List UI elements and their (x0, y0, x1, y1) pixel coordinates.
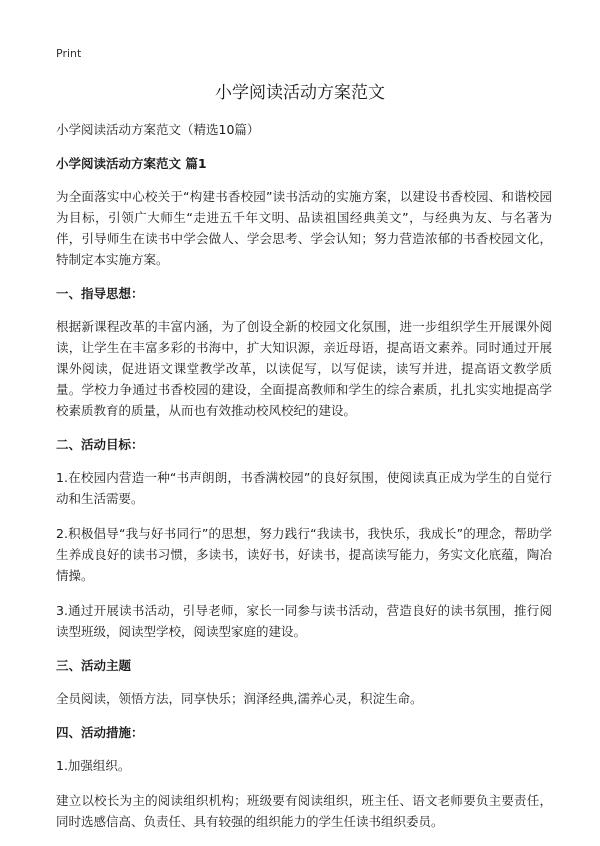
print-link[interactable]: Print (56, 47, 82, 60)
section-heading-measures: 四、活动措施： (56, 725, 144, 740)
intro-paragraph: 为全面落实中心校关于“构建书香校园”读书活动的实施方案，以建设书香校园、和谐校园为目标，引领广大师生“走进五千年文明、品读祖国经典美文”，与经典为友、与名著为伴，引导师生在读书中学会做人、学会思考、学会认知；努力营造浓郁的书香校园文化，特制定本实施方案。 (56, 189, 552, 267)
page-title: 小学阅读活动方案范文 (215, 83, 385, 103)
goal-item-1: 1.在校园内营造一种“书声朗朗，书香满校园”的良好氛围，使阅读真正成为学生的自觉行动和生活需要。 (56, 470, 552, 506)
measures-item-1: 1.加强组织。 (56, 758, 131, 773)
guiding-paragraph: 根据新课程改革的丰富内涵，为了创设全新的校园文化氛围，进一步组织学生开展课外阅读，让学生在丰富多彩的书海中，扩大知识源，亲近母语，提高语文素养。同时通过开展课外阅读，促进语文课堂教学改革，以读促写，以写促读，读写并进，提高语文教学质量。学校力争通过书香校园的建设，全面提高教师和学生的综合素质，扎扎实实地提高学校素质教育的质量，从而也有效推动校风校纪的建设。 (56, 319, 552, 418)
part-heading: 小学阅读活动方案范文 篇1 (56, 156, 207, 171)
section-heading-goals: 二、活动目标： (56, 437, 144, 452)
goal-item-3: 3.通过开展读书活动，引导老师，家长一同参与读书活动，营造良好的读书氛围，推行阅读型班级，阅读型学校，阅读型家庭的建设。 (56, 603, 552, 639)
section-heading-guiding: 一、指导思想： (56, 286, 144, 301)
document-body (56, 120, 552, 846)
document-subtitle: 小学阅读活动方案范文（精选10篇） (56, 122, 260, 137)
section-heading-theme: 三、活动主题 (56, 658, 132, 673)
measures-paragraph: 建立以校长为主的阅读组织机构；班级要有阅读组织，班主任、语文老师要负主要责任，同时选感信高、负责任、具有较强的组织能力的学生任读书组织委员。 (56, 793, 552, 829)
theme-paragraph: 全员阅读，领悟方法，同享快乐；润泽经典,濡养心灵，积淀生命。 (56, 691, 423, 706)
goal-item-2: 2.积极倡导“我与好书同行”的思想，努力践行“我读书，我快乐，我成长”的理念，帮助学生养成良好的读书习惯，多读书，读好书，好读书，提高读写能力，务实文化底蕴，陶冶情操。 (56, 526, 552, 583)
